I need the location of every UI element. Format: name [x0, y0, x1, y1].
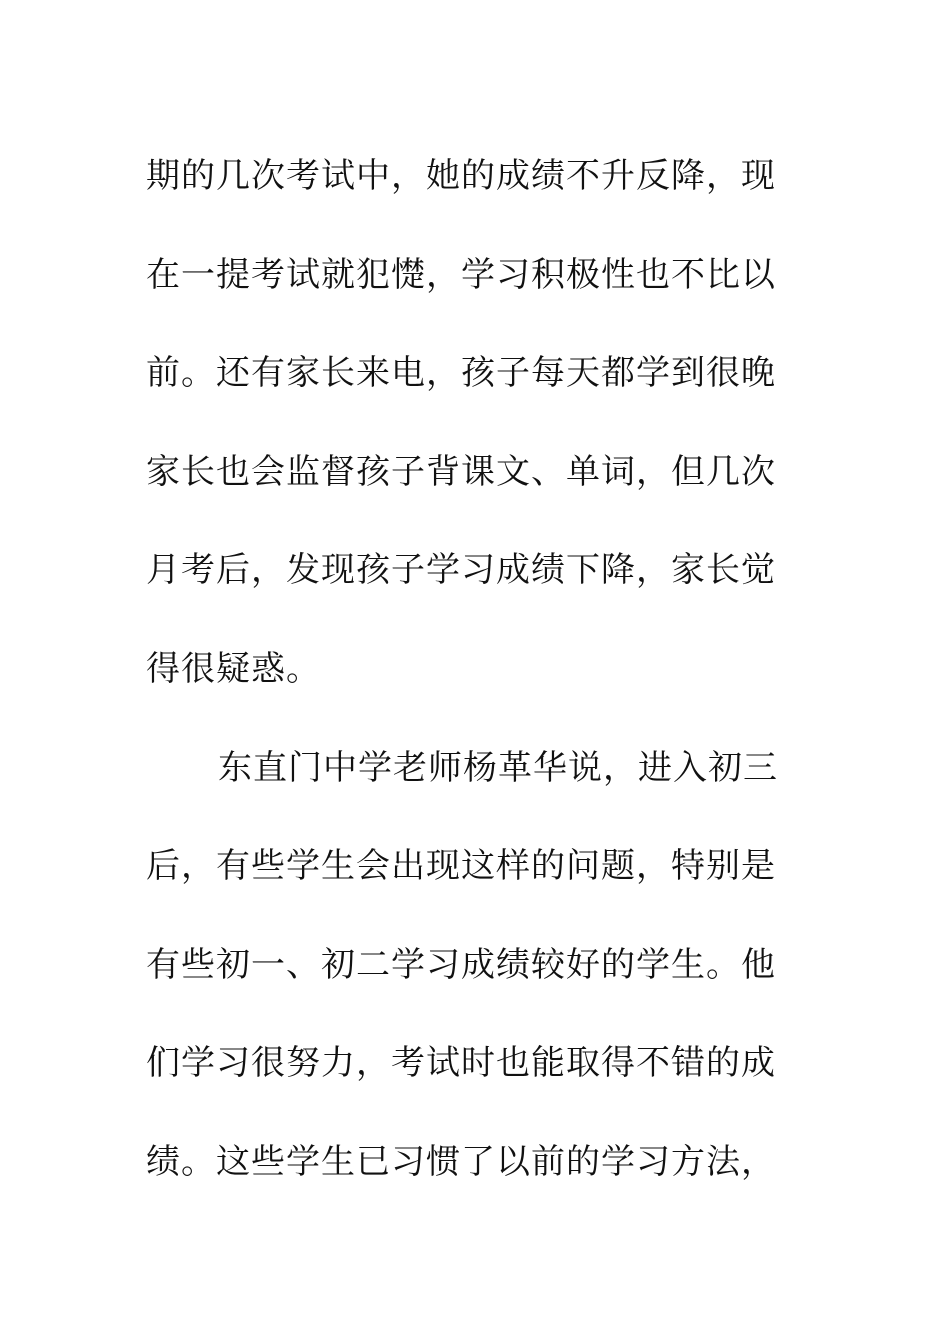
text-line-5: 月考后，发现孩子学习成绩下降，家长觉: [146, 550, 776, 591]
text-line-2: 在一提考试就犯憷，学习积极性也不比以: [146, 254, 776, 295]
text-line-6: 得很疑惑。: [146, 648, 321, 689]
text-line-4: 家长也会监督孩子背课文、单词，但几次: [146, 451, 776, 492]
text-line-8: 后，有些学生会出现这样的问题，特别是: [146, 846, 776, 887]
body-text: [146, 127, 816, 1212]
text-line-9: 有些初一、初二学习成绩较好的学生。他: [146, 944, 776, 985]
text-line-10: 们学习很努力，考试时也能取得不错的成: [146, 1043, 776, 1084]
text-line-11: 绩。这些学生已习惯了以前的学习方法，: [146, 1141, 776, 1182]
text-line-1: 期的几次考试中，她的成绩不升反降，现: [146, 156, 776, 196]
paragraph-start-line: 东直门中学老师杨革华说，进入初三: [218, 747, 778, 788]
text-line-3: 前。还有家长来电，孩子每天都学到很晚: [146, 353, 776, 394]
